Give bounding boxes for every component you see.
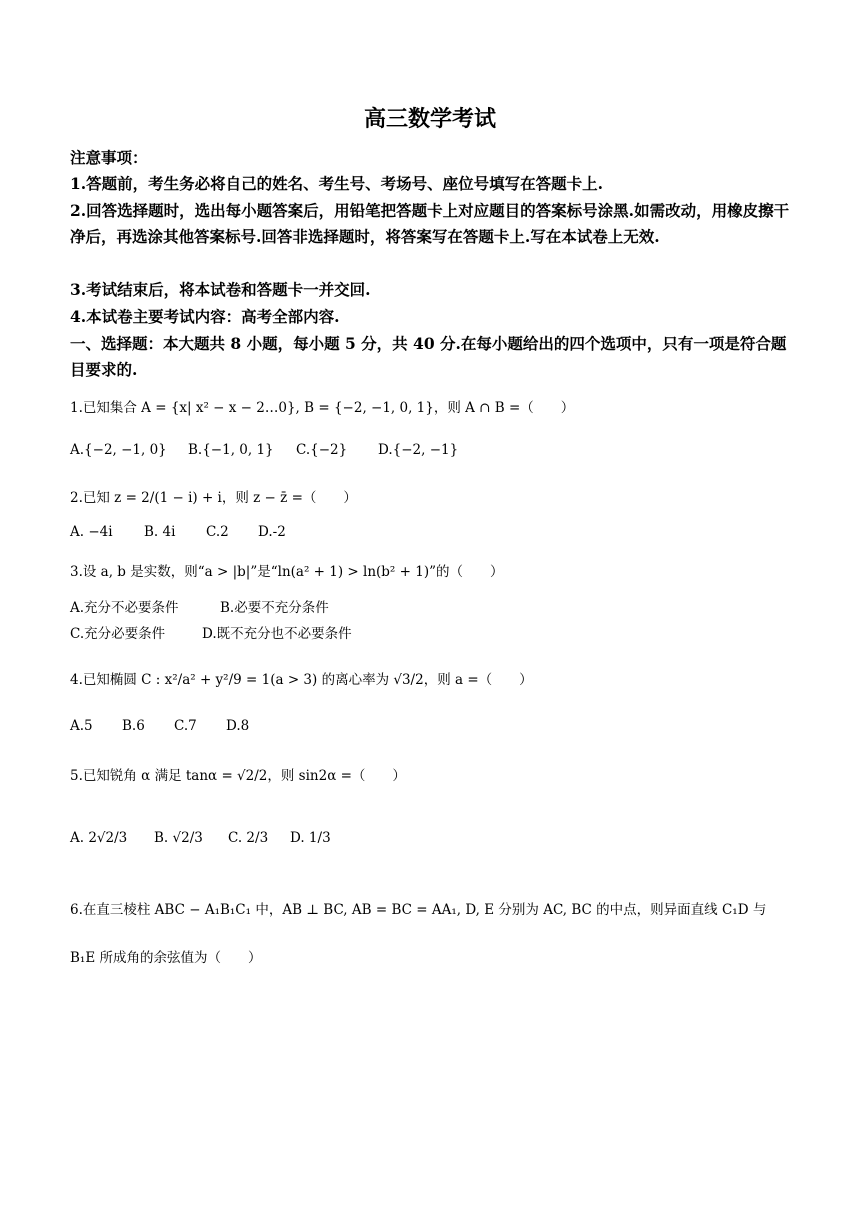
question-3-options-row1 xyxy=(70,596,329,616)
notice-item-2: 2.回答选择题时，选出每小题答案后，用铅笔把答题卡上对应题目的答案标号涂黑.如需改动，用橡皮擦干净后，再选涂其他答案标号.回答非选择题时，将答案写在答题卡上.写在本试卷上无效. xyxy=(70,201,790,246)
notice-item-4: 4.本试卷主要考试内容：高考全部内容. xyxy=(70,307,340,326)
question-1-options xyxy=(70,442,458,458)
question-3-option-a: A.充分不必要条件 xyxy=(70,600,179,616)
question-3-options-row2 xyxy=(70,622,352,642)
question-3-option-c: C.充分必要条件 xyxy=(70,626,166,642)
question-4-stem: 4.已知椭圆 C : x²/a² + y²/9 = 1(a > 3) 的离心率为 √3/2，则 a =（ ） xyxy=(70,672,533,688)
question-1-option-d: D.{−2, −1} xyxy=(378,442,459,458)
question-2-option-c: C.2 xyxy=(206,524,229,540)
question-5-stem: 5.已知锐角 α 满足 tanα = √2/2，则 sin2α =（ ） xyxy=(70,768,406,784)
question-4-options xyxy=(70,718,249,734)
question-5-option-c: C. 2/3 xyxy=(228,830,269,846)
question-3-option-b: B.必要不充分条件 xyxy=(220,600,329,616)
question-2-option-d: D.-2 xyxy=(258,524,286,540)
question-2-option-a: A. −4i xyxy=(70,524,113,540)
question-3-stem: 3.设 a, b 是实数，则“a > |b|”是“ln(a² + 1) > ln(b² + 1)”的（ ） xyxy=(70,564,504,580)
question-4-option-c: C.7 xyxy=(174,718,197,734)
page-title: 高三数学考试 xyxy=(363,106,496,132)
question-5-options xyxy=(70,830,331,846)
notice-heading: 注意事项： xyxy=(70,148,148,167)
question-3-option-d: D.既不充分也不必要条件 xyxy=(202,626,352,642)
question-4-option-a: A.5 xyxy=(70,718,93,734)
question-1-stem: 1.已知集合 A = {x| x² − x − 2…0}, B = {−2, −1, 0, 1}，则 A ∩ B =（ ） xyxy=(70,400,575,416)
question-5-option-a: A. 2√2/3 xyxy=(70,830,128,846)
question-6-stem: 6.在直三棱柱 ABC − A₁B₁C₁ 中，AB ⊥ BC, AB = BC = AA₁, D, E 分别为 AC, BC 的中点，则异面直线 C₁D 与 B₁E 所成角的余弦值为（ ） xyxy=(70,902,767,966)
question-2-options xyxy=(70,524,286,540)
question-1-option-b: B.{−1, 0, 1} xyxy=(188,442,274,458)
section-heading: 一、选择题：本大题共 8 小题，每小题 5 分，共 40 分.在每小题给出的四个选项中，只有一项是符合题目要求的. xyxy=(70,334,787,379)
question-4-option-d: D.8 xyxy=(226,718,250,734)
question-4-option-b: B.6 xyxy=(122,718,145,734)
question-5-option-d: D. 1/3 xyxy=(290,830,331,846)
question-1-option-a: A.{−2, −1, 0} xyxy=(70,442,167,458)
question-1-option-c: C.{−2} xyxy=(296,442,348,458)
question-2-option-b: B. 4i xyxy=(144,524,176,540)
notice-item-3: 3.考试结束后，将本试卷和答题卡一并交回. xyxy=(70,280,371,299)
notice-item-1: 1.答题前，考生务必将自己的姓名、考生号、考场号、座位号填写在答题卡上. xyxy=(70,174,604,193)
question-2-stem: 2.已知 z = 2/(1 − i) + i，则 z − z̄ =（ ） xyxy=(70,490,357,506)
question-5-option-b: B. √2/3 xyxy=(154,830,203,846)
